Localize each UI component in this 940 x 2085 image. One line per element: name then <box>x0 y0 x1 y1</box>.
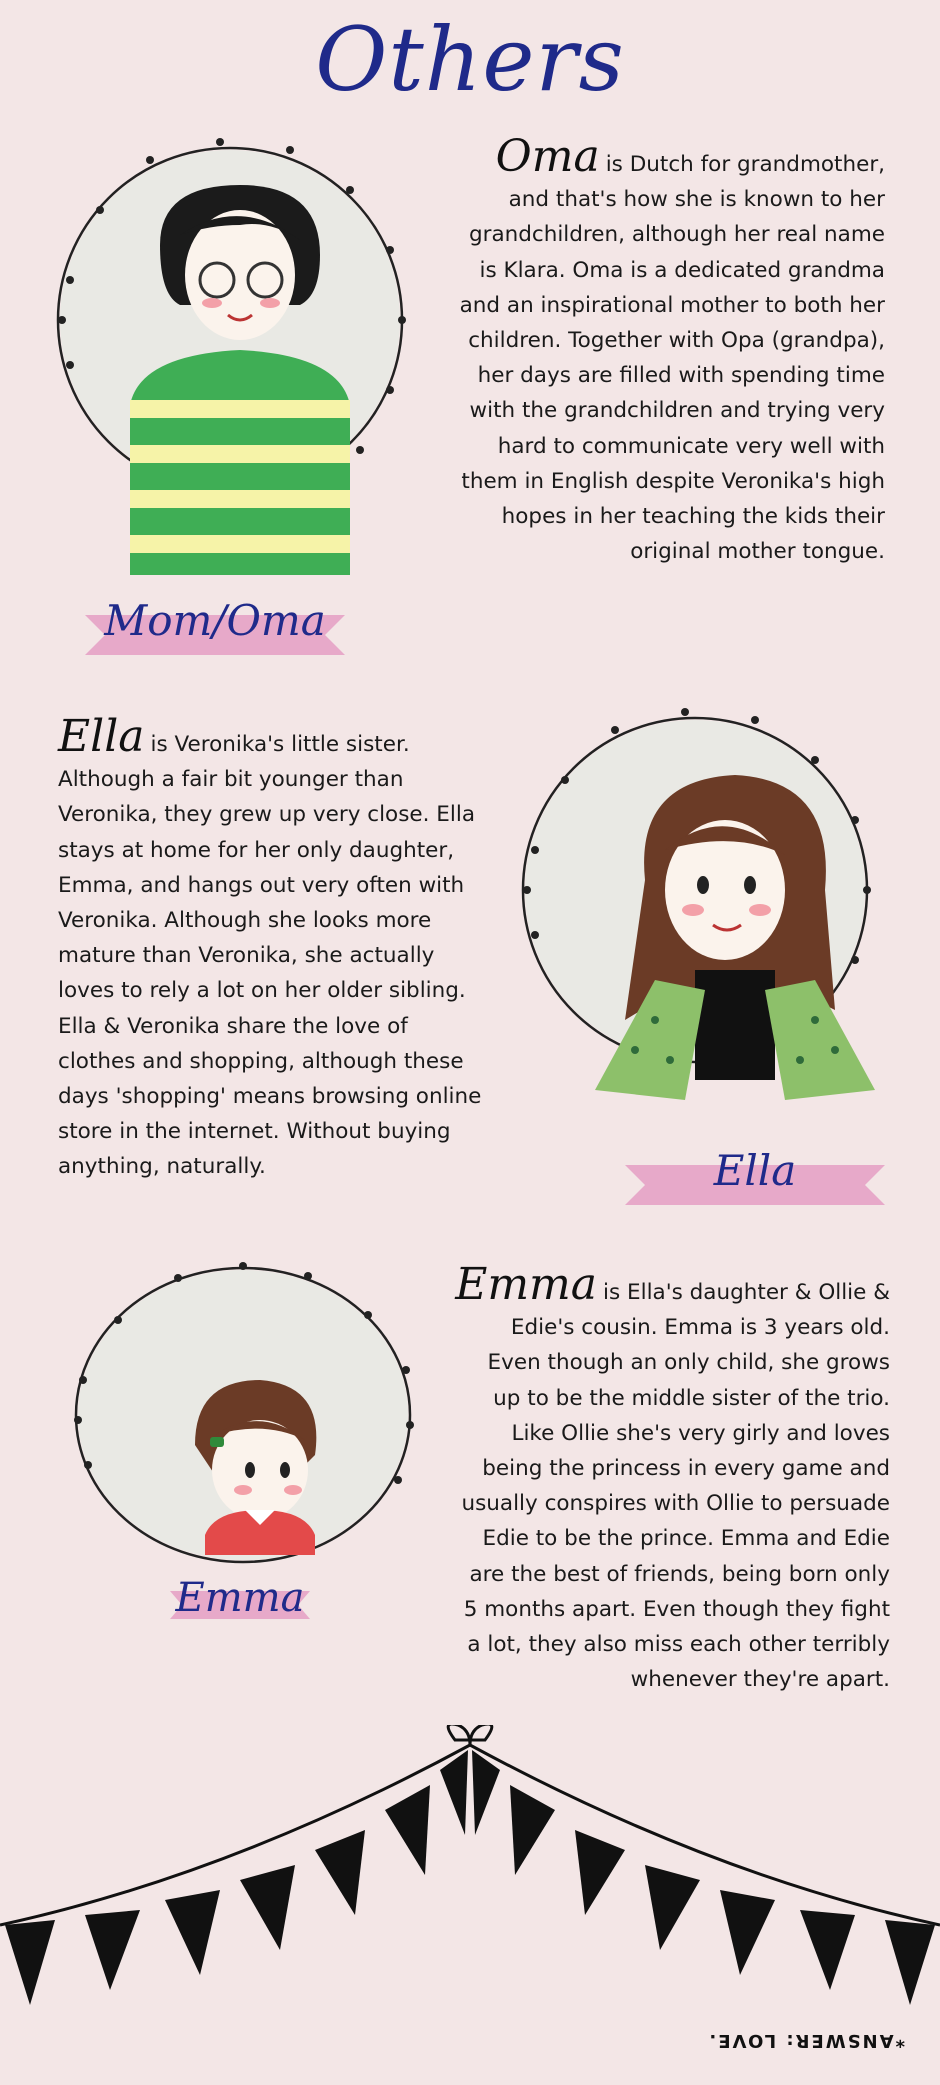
ella-ribbon-label: Ella <box>713 1146 797 1195</box>
oma-name: Oma <box>495 131 600 182</box>
bunting-garland <box>0 1725 940 2025</box>
emma-name: Emma <box>455 1259 597 1310</box>
ella-portrait <box>585 760 885 1140</box>
ella-name: Ella <box>58 711 145 762</box>
oma-bio-text: is Dutch for grandmother, and that's how she is known to her grandchildren, although her real name is Klara. Oma is a dedicated grandma and an inspirational mother to both her children. Together with Opa (grandpa), her days are filled with spending time with the grandchildren and trying very hard to communicate very well with them in English despite Veronika's high hopes in her teaching the kids their original mother tongue. <box>459 152 885 565</box>
emma-ribbon-label: Emma <box>175 1575 305 1621</box>
ella-bio <box>58 711 488 1185</box>
oma-bio <box>455 131 885 569</box>
emma-bio <box>455 1259 890 1697</box>
emma-portrait <box>175 1375 335 1555</box>
oma-ribbon-label: Mom/Oma <box>104 596 326 645</box>
oma-portrait <box>120 175 360 595</box>
footer-answer: *ANSWER: LOVE. <box>707 2030 905 2051</box>
emma-bio-text: is Ella's daughter & Ollie & Edie's cousin. Emma is 3 years old. Even though an only child, she grows up to be the middle sister of the trio. Like Ollie she's very girly and loves being the princess in every game and usually conspires with Ollie to persuade Edie to be the prince. Emma and Edie are the best of friends, being born only 5 months apart. Even though they fight a lot, they also miss each other terribly whenever they're apart. <box>461 1280 890 1693</box>
ella-bio-text: is Veronika's little sister. Although a fair bit younger than Veronika, they grew up very close. Ella stays at home for her only daughter, Emma, and hangs out very often with Veronika. Although she looks more mature than Veronika, she actually loves to rely a lot on her older sibling. Ella & Veronika share the love of clothes and shopping, although these days 'shopping' means browsing online store in the internet. Without buying anything, naturally. <box>58 732 482 1180</box>
page-title: Others <box>315 8 625 111</box>
